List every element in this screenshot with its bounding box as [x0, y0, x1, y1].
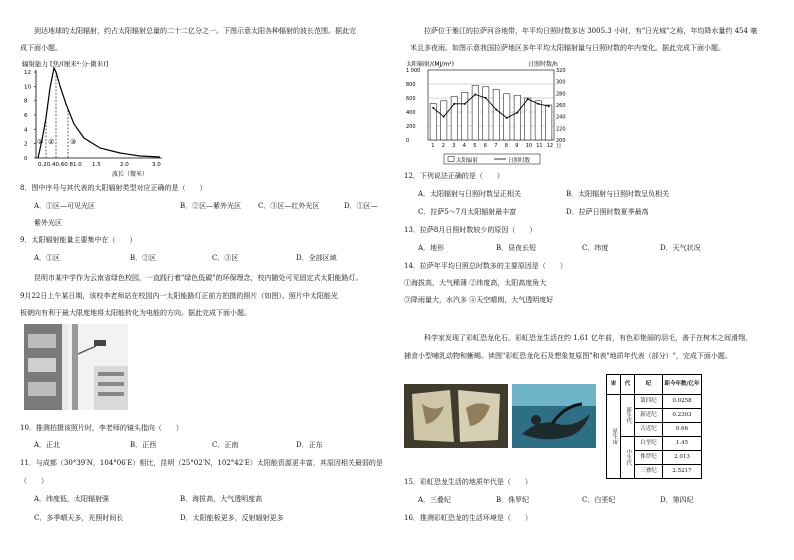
left-tick-label: 200 [406, 124, 416, 130]
eon-cell: 显生宙 [607, 395, 621, 479]
x-tick-label: 4 [462, 143, 466, 149]
header-period: 纪 [635, 375, 663, 395]
x-tick-label: 3.0 [152, 162, 161, 168]
left-axis-label: 太阳辐射/(MJ/m²) [406, 61, 454, 68]
x-tick-label: 0.20.40.60.81.0 [38, 162, 82, 168]
x-tick-label: 11 [536, 143, 543, 149]
q12-option-b[interactable]: B．太阳辐射与日照时数呈负相关 [566, 190, 670, 198]
period-cell: 古近纪 [635, 423, 663, 437]
q10-option-b[interactable]: B．正西 [130, 441, 157, 449]
radiation-bar [462, 92, 468, 140]
y-tick-label: 12 [24, 70, 31, 76]
radiation-bar [441, 101, 447, 140]
x-tick-label: 8 [504, 143, 508, 149]
q8-option-d[interactable]: D．①区— [344, 202, 378, 210]
radiation-bar [525, 98, 531, 140]
question-8-stem: 8．图中序号与其代表的太阳辐射类型对应正确的是（ ） [20, 184, 207, 192]
q13-option-d[interactable]: D．天气状况 [660, 244, 701, 252]
radiation-bar [493, 90, 499, 140]
q12-option-a[interactable]: A．太阳辐射与日照时数呈正相关 [418, 190, 522, 198]
sunshine-point [548, 105, 550, 107]
right-tick-label: 220 [556, 126, 566, 133]
sunshine-point [516, 112, 518, 114]
x-tick-label: 9 [515, 143, 519, 149]
q12-option-d[interactable]: D．拉萨日照时数夏季最高 [566, 208, 649, 216]
sunshine-point [464, 103, 466, 105]
spectrum-curve [38, 68, 160, 158]
y-tick-label: 10 [24, 84, 31, 91]
q10-option-a[interactable]: A．正北 [34, 441, 61, 449]
intro-text: 到达地球的太阳辐射，约占太阳辐射总量的二十二亿分之一。下图示意太阳各种辐射的波长范围。据此完 [34, 27, 356, 35]
solar-spectrum-chart [20, 58, 200, 180]
radiation-bar [514, 95, 520, 140]
question-16-stem: 16．推测彩虹恐龙的生活环境是（ ） [404, 514, 532, 522]
sunshine-point [495, 109, 497, 111]
q8-option-c[interactable]: C．③区—红外光区 [258, 202, 320, 210]
intro-text: 昆明市某中学作为云南省绿色校园，一直践行着"绿色低碳"的环保理念，校内随处可见固定式太阳能路灯。 [34, 274, 363, 282]
age-cell: 0.66 [663, 423, 702, 437]
left-tick-label: 400 [406, 110, 416, 116]
geologic-time-table [606, 374, 702, 479]
solar-streetlight-photo [24, 324, 128, 410]
radiation-bar [483, 87, 489, 140]
era-cenozoic: 新生代 [621, 395, 635, 437]
q9-option-b[interactable]: B．②区 [130, 254, 157, 262]
q8-option-b[interactable]: B．②区—紫外光区 [180, 202, 242, 210]
sunshine-point [527, 98, 529, 100]
question-12-stem: 12．下列说法正确的是（ ） [404, 172, 504, 180]
intro-text: 米且多夜雨。如图示意我国拉萨地区多年平均太阳辐射量与日照时数的年内变化。据此完成下面小题。 [410, 44, 725, 52]
q13-option-b[interactable]: B．昼夜长短 [496, 244, 537, 252]
header-eon: 宙 [607, 375, 621, 395]
q15-option-b[interactable]: B．侏罗纪 [496, 496, 530, 504]
region-1-label: ① [37, 138, 44, 146]
sunshine-point [485, 97, 487, 99]
header-age: 距今年数/亿年 [663, 375, 702, 395]
period-cell: 第四纪 [635, 395, 663, 409]
q14-statements-2: ③降雨量大，水汽多 ④天空晴朗，大气透明度好 [404, 296, 554, 304]
period-cell: 三叠纪 [635, 465, 663, 479]
q8-option-a[interactable]: A．①区—可见光区 [34, 202, 96, 210]
q14-statements-1: ①海拔高，大气稀薄 ②纬度高，太阳高度角大 [404, 279, 547, 287]
q10-option-c[interactable]: C．正南 [212, 441, 239, 449]
period-cell: 白垩纪 [635, 437, 663, 451]
q11-option-d[interactable]: D．太阳能板更多，反射辐射更多 [180, 514, 284, 522]
question-14-stem: 14．拉萨年平均日照总时数多的主要原因是（ ） [404, 262, 567, 270]
y-tick-label: 6 [24, 113, 28, 119]
x-tick-label: 10 [525, 143, 533, 149]
x-tick-label: 6 [483, 143, 487, 149]
sunshine-point [443, 116, 445, 118]
intro-text: 捕食小型哺乳动物和蜥蜴。读图"彩虹恐龙化石及想象复原图"和表"地质年代表（部分）"，完成下面小题。 [404, 352, 732, 360]
question-11-stem: 11．与成都（30°39′N，104°06′E）相比，昆明（25°02′N，102°42′E）太阳能资源更丰富，其原因相关最弱的是 [20, 459, 383, 467]
question-15-stem: 15．彩虹恐龙生活的地质年代是（ ） [404, 478, 532, 486]
q13-option-c[interactable]: C．纬度 [582, 244, 609, 252]
radiation-bar [535, 101, 541, 140]
intro-text: 科学家发现了彩虹恐龙化石。彩虹恐龙生活在约 1.61 亿年前，有色彩艳丽的羽毛，善于在树木之间滑翔， [424, 334, 753, 342]
x-tick-label: 1.5 [92, 162, 101, 168]
legend-bar-swatch [448, 157, 454, 162]
sunshine-point [474, 94, 476, 96]
radiation-bar [430, 104, 436, 140]
radiation-bar [546, 105, 552, 140]
q9-option-a[interactable]: A．①区 [34, 254, 61, 262]
y-axis-label: 辐射能力 [焦/(厘米²·分·微米)] [22, 60, 109, 68]
intro-text: 板朝向有利于最大限度地将太阳能转化为电能的方向。据此完成下面小题。 [20, 309, 251, 317]
lhasa-radiation-chart [404, 58, 594, 166]
y-tick-label: 4 [24, 127, 28, 134]
dinosaur-fossil-photo [404, 384, 508, 448]
age-cell: 1.45 [663, 437, 702, 451]
region-2-label: ② [48, 138, 55, 146]
left-tick-label: 0 [406, 138, 410, 144]
question-10-stem: 10．推测拍摄该照片时，李老师的镜头指向（ ） [20, 424, 183, 432]
y-tick-label: 8 [24, 98, 28, 105]
x-unit-label: 月 [556, 144, 562, 150]
x-tick-label: 2.0 [120, 162, 129, 168]
q9-option-c[interactable]: C．③区 [212, 254, 239, 262]
region-3-label: ③ [70, 138, 77, 146]
era-mesozoic: 中生代 [621, 437, 635, 479]
legend-line-label: 日照时数 [508, 158, 531, 164]
q15-option-c[interactable]: C．白垩纪 [582, 496, 616, 504]
intro-text: 拉萨位于雅江的拉萨河谷地带，年平均日照时数多达 3005.3 小时，有"日光城"之称，年均降水量约 454 毫 [424, 27, 758, 35]
intro-text: 9月22日上午某日期，该校李老师站在校园内一太阳能路灯正前方拍摄的照片（如图）。照片中太阳能光 [20, 292, 338, 300]
q11-option-b[interactable]: B．海拔高，大气透明度高 [180, 495, 263, 503]
x-tick-label: 3 [452, 143, 456, 149]
sunshine-point [432, 107, 434, 109]
q12-option-c[interactable]: C．拉萨5～7月太阳辐射最丰富 [418, 208, 517, 216]
age-cell: 2.013 [663, 451, 702, 465]
y-tick-label: 2 [24, 141, 28, 148]
q15-option-d[interactable]: D．第四纪 [660, 496, 694, 504]
question-9-stem: 9．太阳辐射能量主要集中在（ ） [20, 236, 137, 244]
x-tick-label: 12 [546, 143, 554, 149]
sunshine-point [506, 117, 508, 119]
age-cell: 2.5217 [663, 465, 702, 479]
q11-option-a[interactable]: A．纬度低，太阳辐射强 [34, 495, 110, 503]
q11-option-c[interactable]: C．多季晴天多，光照时间长 [34, 514, 124, 522]
dinosaur-reconstruction-image [512, 384, 596, 448]
x-tick-label: 2 [441, 143, 445, 149]
question-13-stem: 13．拉萨8月日照时数较少的原因（ ） [404, 226, 537, 234]
x-axis-label: 波长（微米） [112, 171, 149, 178]
right-tick-label: 300 [556, 79, 566, 86]
sunshine-point [453, 103, 455, 105]
right-tick-label: 320 [556, 68, 566, 74]
right-tick-label: 240 [556, 114, 566, 121]
left-tick-label: 1 000 [406, 68, 421, 74]
intro-text: 成下面小题。 [20, 44, 62, 52]
period-cell: 新近纪 [635, 409, 663, 423]
right-tick-label: 200 [556, 138, 566, 144]
right-tick-label: 260 [556, 103, 566, 109]
right-tick-label: 280 [556, 91, 566, 98]
left-tick-label: 800 [406, 82, 416, 88]
x-tick-label: 5 [473, 143, 477, 149]
age-cell: 0.2303 [663, 409, 702, 423]
sunshine-point [537, 103, 539, 105]
header-era: 代 [621, 375, 635, 395]
question-11-stem-cont: （ ） [20, 477, 48, 485]
q13-option-a[interactable]: A．地形 [418, 244, 445, 252]
period-cell: 侏罗纪 [635, 451, 663, 465]
age-cell: 0.0258 [663, 395, 702, 409]
q8-option-d-cont: 紫外光区 [34, 219, 62, 227]
q9-option-d[interactable]: D．全部区域 [296, 254, 337, 262]
x-tick-label: 1 [431, 143, 435, 149]
y-tick-label: 0 [24, 156, 28, 162]
x-tick-label: 7 [494, 143, 498, 149]
q15-option-a[interactable]: A．三叠纪 [418, 496, 452, 504]
left-tick-label: 600 [406, 96, 416, 102]
q10-option-d[interactable]: D．正东 [296, 441, 323, 449]
legend-bar-label: 太阳辐射 [456, 158, 479, 164]
right-axis-label: 日照时数/h [528, 61, 558, 68]
